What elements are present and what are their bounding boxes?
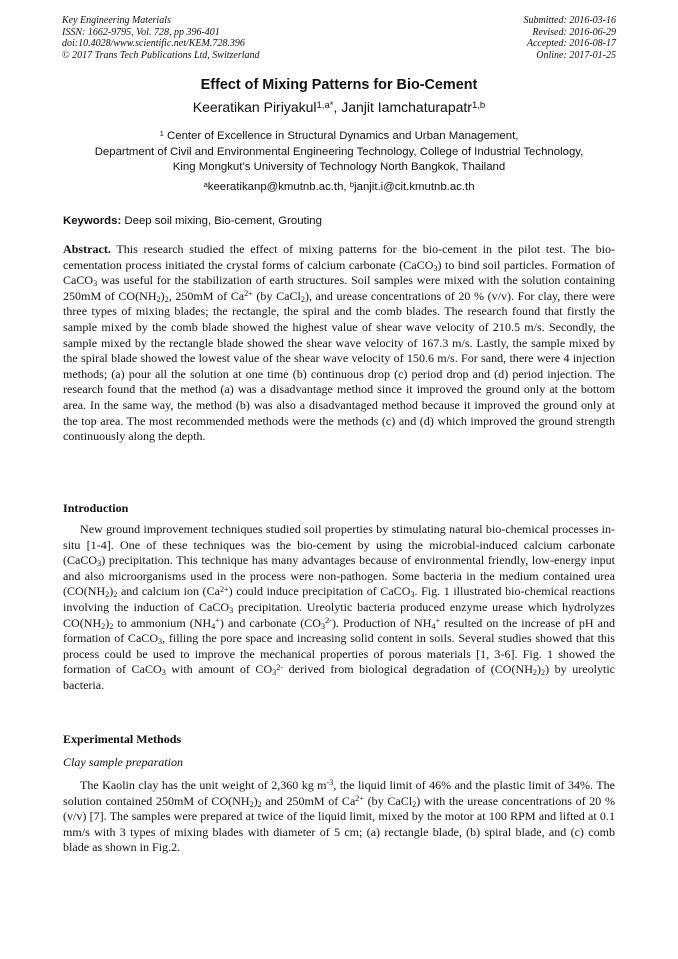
keywords bbox=[63, 215, 615, 227]
author-name: Janjit Iamchaturapatr bbox=[341, 99, 472, 115]
author-emails: $^a$keeratikanp@kmutnb.ac.th, $^b$janjit.i@cit.kmutnb.ac.th bbox=[203, 179, 475, 193]
journal-copyright: © 2017 Trans Tech Publications Ltd, Switzerland bbox=[62, 49, 260, 61]
journal-info bbox=[62, 15, 260, 61]
affiliation-mark: 1 bbox=[159, 128, 164, 138]
author-separator: , bbox=[333, 99, 342, 115]
submission-dates bbox=[524, 15, 617, 61]
affiliation-line: $^1$ Center of Excellence in Structural Dynamics and Urban Management, bbox=[159, 128, 519, 142]
abstract-label: Abstract. bbox=[63, 242, 111, 256]
affiliation bbox=[0, 129, 678, 176]
affiliation-line: King Mongkut’s University of Technology North Bangkok, Thailand bbox=[172, 161, 506, 173]
email-link[interactable]: keeratikanp@kmutnb.ac.th, bbox=[207, 181, 350, 193]
author-affil-mark: 1,a* bbox=[316, 99, 334, 111]
subsection-heading-clay: Clay sample preparation bbox=[63, 755, 184, 769]
author-name: Keeratikan Piriyakul bbox=[192, 99, 317, 115]
accepted-date: Accepted: 2016-08-17 bbox=[526, 38, 616, 50]
affiliation-line: Department of Civil and Environmental Engineering Technology, College of Industrial Technology, bbox=[94, 145, 584, 158]
keywords-label: Keywords: bbox=[63, 215, 122, 227]
author-affil-mark: 1,b bbox=[471, 99, 486, 111]
section-heading-introduction: Introduction bbox=[63, 501, 129, 515]
author-list bbox=[0, 99, 678, 115]
online-date: Online: 2017-01-25 bbox=[536, 49, 616, 61]
revised-date: Revised: 2016-06-29 bbox=[532, 26, 616, 38]
paper-title: Effect of Mixing Patterns for Bio-Cement bbox=[200, 77, 478, 93]
introduction-paragraph: New ground improvement techniques studied soil properties by stimulating natural bio-chemical processes in-situ [1-4]. One of these techniques was the bio-cement by using the microbial-induced calcium carbonate (CaCO$_3$) precipitation. This technique has many advantages because of environmental friendly, low-energy input and also microorganisms used in the process were non-pathogen. Some bacteria in the medium contained urea ($CO(NH_2)_2$ and calcium ion $(Ca^{2+})$ could induce precipitation of CaCO$_3$. Fig. 1 illustrated bio-chemical reactions involving the induction of CaCO$_3$ precipitation. Ureolytic bacteria produced enzyme urease which hydrolyzes $CO(NH_2)_2$ to ammonium $(NH_4^+)$ and carbonate $(CO_3^{2-})$. Production of $NH_4^+$ resulted on the increase of pH and formation of CaCO$_3$, filling the pore space and increasing solid content in soils. Several studies showed that this process could be used to improve the mechanical properties of porous materials [1, 3-6]. Fig. 1 showed the formation of CaCO$_3$ with amount of $CO_3^{2-}$ derived from biological degradation of $(CO(NH_2)_2)$ by ureolytic bacteria. bbox=[63, 522, 616, 692]
section-heading-methods: Experimental Methods bbox=[63, 732, 182, 746]
methods-paragraph: The Kaolin clay has the unit weight of 2,360 kg $m^{-3}$, the liquid limit of 46% and the plastic limit of 34%. The solution contained 250mM of $CO(NH_2)_2$ and 250mM of $Ca^{2+}$ (by CaCl$_2$) with the urease concentrations of 20 % (v/v) [7]. The samples were prepared at twice of the liquid limit, mixed by the motor at 100 RPM and lifted at 0.1 mm/s with 3 types of mixing blades with diameter of 5 cm; (a) rectangle blade, (b) spiral blade, and (c) comb blade as shown in Fig.2. bbox=[63, 778, 615, 855]
submitted-date: Submitted: 2016-03-16 bbox=[523, 15, 616, 26]
email-link[interactable]: janjit.i@cit.kmutnb.ac.th bbox=[354, 181, 475, 193]
keywords-text: Deep soil mixing, Bio-cement, Grouting bbox=[121, 215, 322, 227]
journal-name: Key Engineering Materials bbox=[62, 15, 171, 26]
journal-issn: ISSN: 1662-9795, Vol. 728, pp 396-401 bbox=[62, 26, 220, 38]
abstract: Abstract. This research studied the effect of mixing patterns for the bio-cement in the pilot test. The bio-cementation process initiated the crystal forms of calcium carbonate (CaCO$_3$) to bind soil particles. Formation of CaCO$_3$ was useful for the stabilization of earth structures. Soil samples were mixed with the solution containing 250mM of $CO(NH_2)_2$, 250mM of $Ca^{2+}$ (by CaCl$_2$), and urease concentrations of 20 % (v/v). For clay, there were three types of mixing blades; the rectangle, the spiral and the comb blades. The research found that firstly the sample mixed by the comb blade showed the highest value of shear wave velocity of 210.5 m/s. Secondly, the sample mixed by the rectangle blade showed the shear wave velocity of 167.3 m/s. Lastly, the sample mixed by the spiral blade showed the lowest value of the shear wave velocity of 150.6 m/s. For sand, there were 4 injection methods; (a) pour all the solution at one time (b) continuous drop (c) period drop and (d) period injection. The research found that the method (a) was a disadvantage method since it improved the ground only at the bottom area. In the same way, the method (b) was also a disadvantaged method because it improved the ground only at the top area. The most recommended methods were the methods (c) and (d) which improved the ground strength continuously along the depth. bbox=[63, 242, 616, 444]
journal-doi: doi:10.4028/www.scientific.net/KEM.728.396 bbox=[62, 38, 245, 50]
